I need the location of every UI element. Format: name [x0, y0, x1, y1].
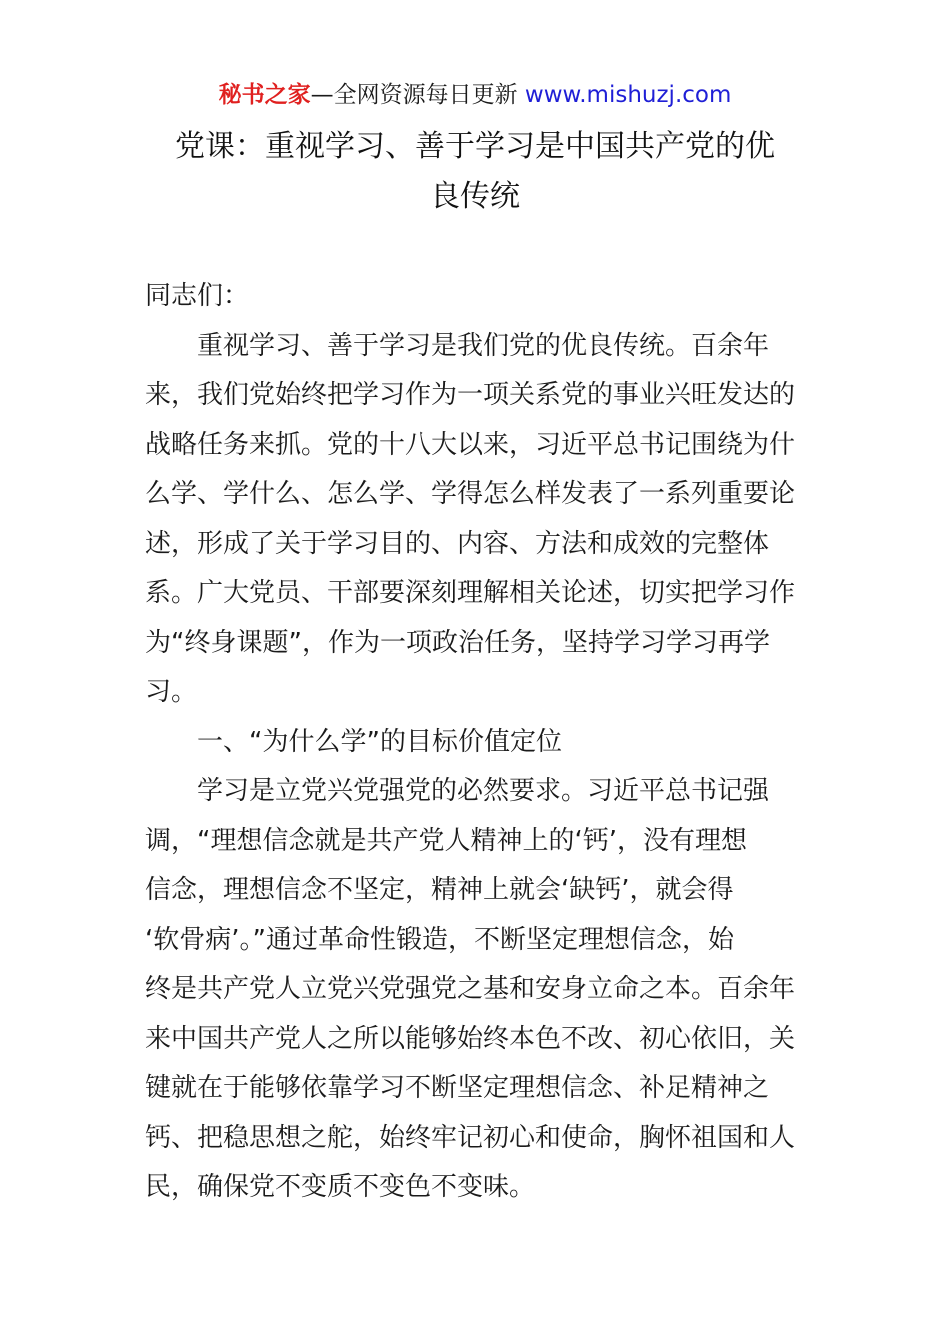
title-line-2: 良传统 — [430, 179, 520, 214]
document-title — [140, 122, 810, 222]
brand-name: 秘书之家 — [218, 82, 311, 108]
document-body — [145, 272, 807, 1213]
paragraph-line: 民，确保党不变质不变色不变味。 — [145, 1172, 536, 1202]
paragraph-line: 终是共产党人立党兴党强党之基和安身立命之本。百余年 — [145, 974, 796, 1004]
paragraph-line: ‘软骨病’。”通过革命性锻造，不断坚定理想信念，始 — [145, 924, 734, 955]
paragraph-line: 来，我们党始终把学习作为一项关系党的事业兴旺发达的 — [145, 380, 796, 410]
paragraph-line: 习。 — [145, 677, 198, 707]
section-heading: 一、“为什么学”的目标价值定位 — [197, 726, 562, 757]
header-tagline: —全网资源每日更新 — [310, 82, 525, 108]
paragraph-line: 为“终身课题”，作为一项政治任务，坚持学习学习再学 — [145, 627, 770, 658]
paragraph-line: 重视学习、善于学习是我们党的优良传统。百余年 — [197, 330, 770, 361]
title-line-1: 党课：重视学习、善于学习是中国共产党的优 — [175, 129, 775, 164]
paragraph-line: 系。广大党员、干部要深刻理解相关论述，切实把学习作 — [145, 578, 796, 608]
paragraph-line: 学习是立党兴党强党的必然要求。习近平总书记强 — [197, 776, 770, 806]
paragraph-line: 键就在于能够依靠学习不断坚定理想信念、补足精神之 — [145, 1073, 770, 1103]
paragraph-line: 么学、学什么、怎么学、学得怎么样发表了一系列重要论 — [145, 479, 796, 509]
paragraph-line: 调，“理想信念就是共产党人精神上的‘钙’，没有理想 — [145, 825, 747, 856]
salutation: 同志们： — [145, 281, 250, 311]
site-header — [0, 78, 950, 112]
paragraph-line: 信念，理想信念不坚定，精神上就会‘缺钙’，就会得 — [145, 875, 734, 905]
site-url-link[interactable]: www.mishuzj.com — [524, 82, 732, 108]
paragraph-line: 钙、把稳思想之舵，始终牢记初心和使命，胸怀祖国和人 — [145, 1122, 796, 1153]
paragraph-line: 述，形成了关于学习目的、内容、方法和成效的完整体 — [145, 528, 770, 559]
paragraph-line: 来中国共产党人之所以能够始终本色不改、初心依旧，关 — [145, 1023, 796, 1054]
paragraph-line: 战略任务来抓。党的十八大以来，习近平总书记围绕为什 — [145, 429, 796, 460]
